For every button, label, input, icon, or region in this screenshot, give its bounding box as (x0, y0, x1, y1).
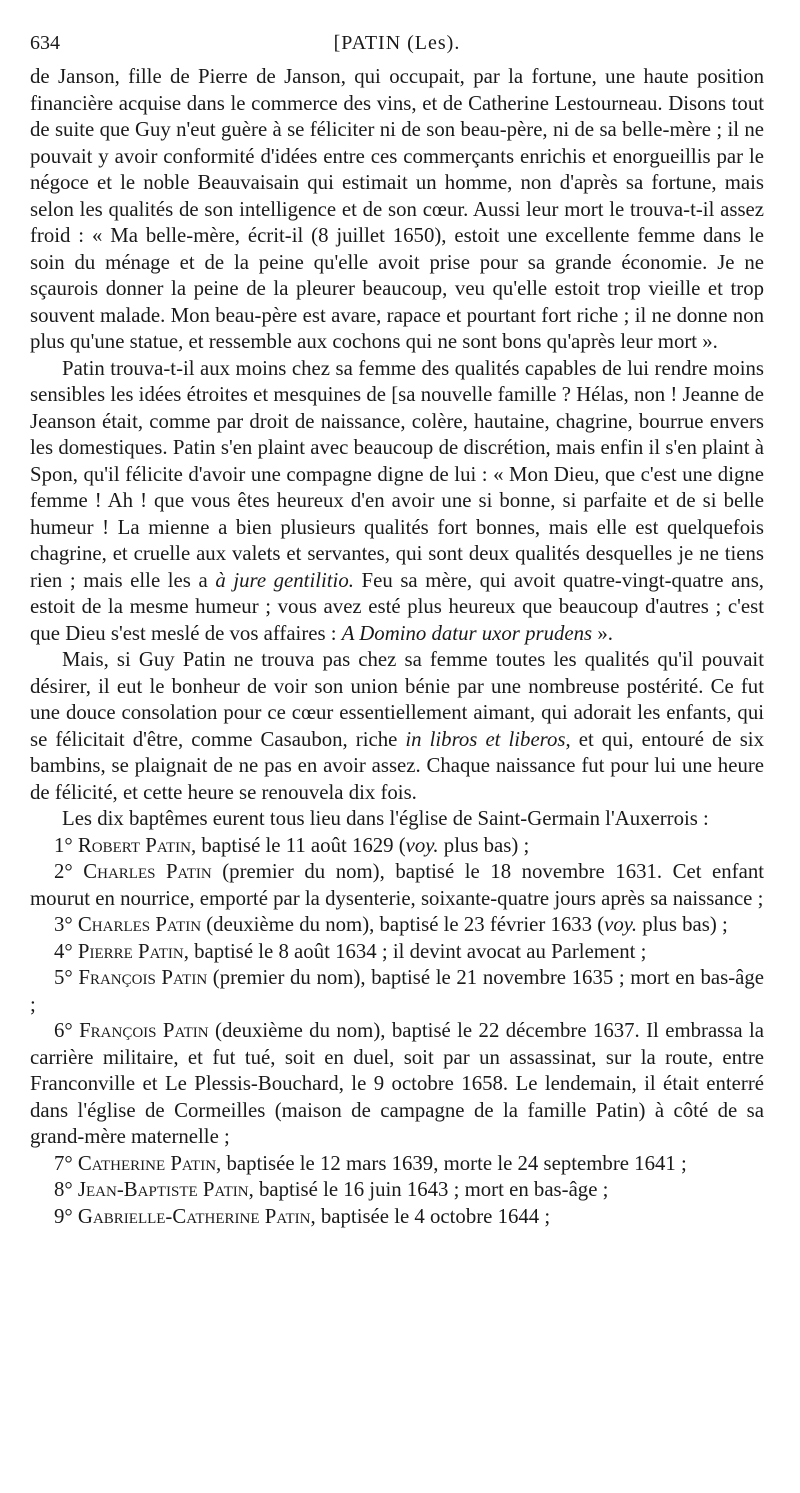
page-body (30, 64, 764, 1230)
item-number: 6° (54, 1019, 73, 1042)
item-text: (premier du nom), baptisé le 18 novembre 1631. Cet enfant mourut en nourrice, emporté par la dysenterie, soixante-quatre jours après sa naissance ; (30, 860, 764, 910)
children-list (30, 833, 764, 1231)
item-text: (deuxième du nom), baptisé le 22 décembre 1637. Il embrassa la carrière militaire, et fut tué, soit en duel, soit par un assassinat, sur la route, entre Franconville et Le Plessis-Bouchard, le 9 octobre 1658. Le lendemain, il était enterré dans l'église de Cormeilles (maison de campagne de la famille Patin) à côté de sa grand-mère maternelle ; (30, 1019, 764, 1148)
paragraph-2-latin-b: A Domino datur uxor prudens (341, 621, 593, 645)
item-name: Gabrielle-Catherine Patin (77, 1204, 311, 1228)
item-text: , baptisée le 12 mars 1639, morte le 24 septembre 1641 ; (216, 1151, 687, 1175)
paragraph-2-latin-a: à jure gentilitio. (215, 568, 354, 592)
paragraph-1: de Janson, fille de Pierre de Janson, qui occupait, par la fortune, une haute position financière acquise dans le commerce des vins, et de Catherine Lestourneau. Disons tout de suite que Guy n'eut guère à se féliciter ni de son beau-père, ni de sa belle-mère ; il ne pouvait y avoir conformité d'idées entre ces commerçants enrichis et enorgueillis par le négoce et le noble Beauvaisain qui estimait un homme, non d'après sa fortune, mais selon les qualités de son intelligence et de son cœur. Aussi leur mort le trouva-t-il assez froid : « Ma belle-mère, écrit-il (8 juillet 1650), estoit une excellente femme dans le soin du ménage et de la peine qu'elle avoit prise pour sa grande économie. Je ne sçaurois donner la peine de la pleurer beaucoup, veu qu'elle estoit trop vieille et trop souvent malade. Mon beau-père est avare, rapace et pourtant fort riche ; il ne donne non plus qu'une statue, et ressemble aux cochons qui ne sont bons qu'après leur mort ». (30, 65, 764, 353)
item-number: 7° (54, 1151, 73, 1175)
item-number: 5° (54, 966, 73, 989)
running-title: [PATIN (Les). (333, 32, 461, 54)
item-number: 1° (54, 833, 73, 857)
item-text: , baptisé le 8 août 1634 ; il devint avocat au Parlement ; (183, 939, 647, 963)
item-name: Jean-Baptiste Patin (77, 1178, 249, 1201)
paragraph-3-text-a: Mais, si Guy Patin ne trouva pas chez sa femme toutes les qualités qu'il pouvait désirer, il eut le bonheur de voir son union bénie par une nombreuse postérité. Ce fut une douce consolation pour ce cœur essentiellement aimant, qui adorait les enfants, qui se félicitait d'être, comme Casaubon, riche (30, 648, 764, 751)
item-name: Charles Patin (83, 860, 212, 883)
item-number: 4° (54, 939, 73, 963)
paragraph-2-text-b: Feu sa mère, qui avoit quatre-vingt-quatre ans, estoit de la mesme humeur ; vous avez esté plus heureux que beaucoup d'autres ; c'est que Dieu s'est meslé de vos affaires : (30, 568, 764, 645)
paragraph-2-text-a: Patin trouva-t-il aux moins chez sa femme des qualités capables de lui rendre moins sensibles les idées étroites et mesquines de [sa nouvelle famille ? Hélas, non ! Jeanne de Jeanson était, comme par droit de naissance, colère, hautaine, chagrine, bourrue envers les domestiques. Patin s'en plaint avec beaucoup de discrétion, mais enfin il s'en plaint à Spon, qu'il félicite d'avoir une compagne digne de lui : « Mon Dieu, que c'est une digne femme ! Ah ! que vous êtes heureux d'en avoir une si bonne, si parfaite et de si belle humeur ! La mienne a bien plusieurs qualités fort bonnes, mais elle est quelquefois chagrine, et cruelle aux valets et servantes, qui sont deux qualités desquelles je ne tiens rien ; mais elle les a (30, 356, 764, 592)
paragraph-2 (30, 356, 764, 648)
item-italic: voy. (604, 913, 638, 936)
paragraph-4: Les dix baptêmes eurent tous lieu dans l'église de Saint-Germain l'Auxerrois : (62, 807, 709, 830)
paragraph-3-latin: in libros et liberos (405, 727, 566, 751)
item-text: , baptisé le 16 juin 1643 ; mort en bas-âge ; (248, 1178, 609, 1201)
item-name: François Patin (78, 966, 208, 989)
list-item (30, 912, 764, 939)
item-name: Robert Patin (77, 833, 191, 857)
item-text-end: plus bas) ; (637, 913, 728, 936)
item-text: , baptisé le 11 août 1629 ( (191, 833, 406, 857)
list-item (30, 859, 764, 912)
list-item (30, 965, 764, 1018)
item-number: 3° (54, 913, 73, 936)
item-name: Catherine Patin (77, 1151, 217, 1175)
item-number: 2° (54, 860, 73, 883)
list-item (30, 1204, 764, 1231)
paragraph-3-text-b: , et qui, entouré de six bambins, se plaignait de ne pas en avoir assez. Chaque naissance fut pour lui une heure de félicité, et cette heure se renouvela dix fois. (30, 727, 764, 804)
list-item (30, 1151, 764, 1178)
running-header (30, 28, 764, 64)
list-item (30, 833, 764, 860)
item-number: 8° (54, 1178, 73, 1201)
page-number: 634 (30, 32, 60, 54)
item-text: (premier du nom), baptisé le 21 novembre 1635 ; mort en bas-âge ; (30, 966, 764, 1016)
item-text: (deuxième du nom), baptisé le 23 février 1633 ( (201, 913, 605, 936)
list-item (30, 1177, 764, 1204)
item-name: Charles Patin (77, 913, 202, 936)
item-name: François Patin (79, 1019, 209, 1042)
list-item (30, 939, 764, 966)
paragraph-3 (30, 647, 764, 806)
item-number: 9° (54, 1204, 73, 1228)
paragraph-2-text-c: ». (597, 621, 613, 645)
list-item (30, 1018, 764, 1151)
book-page (30, 28, 764, 1230)
item-text: , baptisée le 4 octobre 1644 ; (310, 1204, 551, 1228)
item-name: Pierre Patin (77, 939, 184, 963)
item-italic: voy. (405, 833, 439, 857)
item-text-end: plus bas) ; (438, 833, 530, 857)
